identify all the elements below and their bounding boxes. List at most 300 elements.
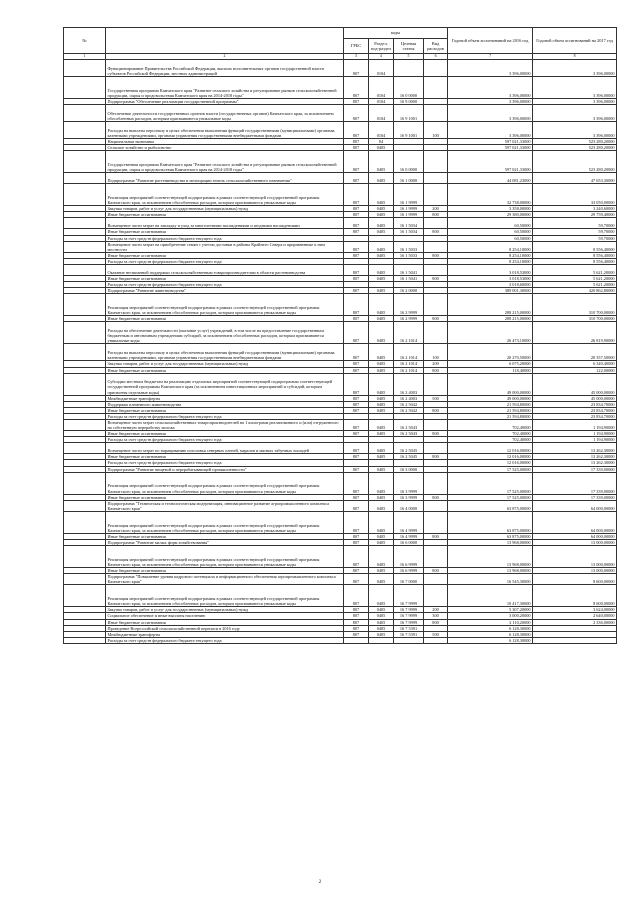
row-name-cell: Подпрограмма "Обеспечение реализации государственной программы" bbox=[106, 99, 344, 105]
row-vr-cell bbox=[424, 173, 448, 184]
row-sum-2016-cell: 60,50000 bbox=[448, 235, 533, 241]
row-name-cell: Расходы за счет средств федерального бюджета текущего года bbox=[106, 413, 344, 419]
row-target-cell: 16 2 1014 bbox=[394, 361, 424, 367]
row-grbs-cell: 807 bbox=[344, 361, 369, 367]
row-razdel-cell: 0405 bbox=[369, 361, 394, 367]
row-sum-2016-cell: 21 594,80000 bbox=[448, 401, 533, 407]
row-grbs-cell: 807 bbox=[344, 122, 369, 139]
row-sum-2016-cell: 16 545,30000 bbox=[448, 574, 533, 585]
table-row bbox=[64, 322, 617, 344]
row-sum-2017-cell: 122,00000 bbox=[533, 367, 617, 373]
row-sum-2016-cell: 118,40000 bbox=[448, 367, 533, 373]
row-number-cell bbox=[64, 500, 106, 511]
row-razdel-cell: 0405 bbox=[369, 316, 394, 322]
row-target-cell: 16 1 9999 bbox=[394, 184, 424, 206]
row-number-cell bbox=[64, 151, 106, 173]
row-target-cell bbox=[394, 637, 424, 643]
row-name-cell: Оказание несвязанной поддержки сельскохозяйственным товаропроизводителям в области растениеводства bbox=[106, 265, 344, 276]
table-body bbox=[64, 60, 617, 644]
row-razdel-cell: 0405 bbox=[369, 407, 394, 413]
row-name-cell: Расходы за счет средств федерального бюджета текущего года bbox=[106, 460, 344, 466]
row-sum-2017-cell: 45 000,00000 bbox=[533, 373, 617, 395]
column-number: 7 bbox=[448, 54, 533, 60]
row-sum-2016-cell: 12 016,00000 bbox=[448, 454, 533, 460]
row-number-cell bbox=[64, 574, 106, 585]
row-sum-2017-cell: 310 700,00000 bbox=[533, 294, 617, 316]
row-razdel-cell: 0405 bbox=[369, 288, 394, 294]
row-target-cell: 16 2 5045 bbox=[394, 454, 424, 460]
row-sum-2017-cell: 13 000,00000 bbox=[533, 546, 617, 568]
row-number-cell bbox=[64, 443, 106, 454]
row-number-cell bbox=[64, 184, 106, 206]
row-grbs-cell: 807 bbox=[344, 151, 369, 173]
row-sum-2017-cell: 13 262,30000 bbox=[533, 454, 617, 460]
row-sum-2016-cell: 29 380,00000 bbox=[448, 212, 533, 218]
row-vr-cell: 800 bbox=[424, 454, 448, 460]
row-name-cell: Расходы на выплаты персоналу в целях обеспечения выполнения функций государственными (муниципальными) органами, казенными учреждениями, органами управления государственными внебюджетными фондами bbox=[106, 344, 344, 361]
row-name-cell: Поддержка племенного животноводства bbox=[106, 401, 344, 407]
row-sum-2017-cell: 523 280,20000 bbox=[533, 151, 617, 173]
row-grbs-cell: 807 bbox=[344, 212, 369, 218]
row-target-cell: 16 2 5042 bbox=[394, 407, 424, 413]
row-vr-cell: 100 bbox=[424, 344, 448, 361]
row-name-cell: Расходы за счет средств федерального бюджета текущего года bbox=[106, 235, 344, 241]
row-target-cell: 16 1 9999 bbox=[394, 206, 424, 212]
row-grbs-cell: 807 bbox=[344, 145, 369, 151]
column-number: 5 bbox=[394, 54, 424, 60]
row-vr-cell: 100 bbox=[424, 122, 448, 139]
row-vr-cell bbox=[424, 322, 448, 344]
row-vr-cell bbox=[424, 574, 448, 585]
header-grbs: ГРБС bbox=[344, 39, 369, 54]
row-name-cell: Иные бюджетные ассигнования bbox=[106, 229, 344, 235]
row-razdel-cell: 0405 bbox=[369, 265, 394, 276]
row-sum-2017-cell: 13 262,30000 bbox=[533, 460, 617, 466]
row-grbs-cell: 807 bbox=[344, 613, 369, 619]
row-name-cell: Подпрограмма "Развитие животноводства" bbox=[106, 288, 344, 294]
row-name-cell: Реализация мероприятий соответствующей подпрограммы в рамках соответствующей государственной программы Камчатского края, за исключением обособленных расходов, которым присваиваются уникальные коды bbox=[106, 546, 344, 568]
row-grbs-cell: 807 bbox=[344, 344, 369, 361]
row-sum-2017-cell: 59,70000 bbox=[533, 229, 617, 235]
table-subtotal-row bbox=[64, 637, 617, 643]
row-sum-2016-cell: 6 075,20000 bbox=[448, 361, 533, 367]
row-razdel-cell: 0104 bbox=[369, 60, 394, 77]
row-target-cell: 16 1 5033 bbox=[394, 241, 424, 252]
row-grbs-cell: 807 bbox=[344, 241, 369, 252]
table-row bbox=[64, 173, 617, 184]
row-name-cell: Иные бюджетные ассигнования bbox=[106, 367, 344, 373]
row-name-cell: Проведение Всероссийской сельскохозяйственной переписи в 2016 году bbox=[106, 625, 344, 631]
row-sum-2017-cell: 64 000,00000 bbox=[533, 511, 617, 533]
row-razdel-cell: 0405 bbox=[369, 607, 394, 613]
row-razdel-cell: 0405 bbox=[369, 276, 394, 282]
row-vr-cell bbox=[424, 373, 448, 395]
row-sum-2017-cell: 26 819,90000 bbox=[533, 322, 617, 344]
row-name-cell: Обеспечение деятельности государственных органов власти (государственных органов) Камчатского края, за исключением обособленных расходов, которым присваиваются уникальные коды bbox=[106, 105, 344, 122]
row-grbs-cell: 807 bbox=[344, 607, 369, 613]
row-name-cell: Реализация мероприятий соответствующей подпрограммы в рамках соответствующей государственной программы Камчатского края, за исключением обособленных расходов, которым присваиваются уникальные коды bbox=[106, 184, 344, 206]
row-sum-2017-cell: 8 556,40000 bbox=[533, 258, 617, 264]
row-sum-2017-cell: 3 396,00000 bbox=[533, 122, 617, 139]
row-name-cell: Расходы за счет средств федерального бюджета текущего года bbox=[106, 258, 344, 264]
row-sum-2017-cell: 5 621,20000 bbox=[533, 265, 617, 276]
row-sum-2017-cell: 1 194,90000 bbox=[533, 437, 617, 443]
row-grbs-cell: 807 bbox=[344, 472, 369, 494]
row-sum-2017-cell: 64 000,00000 bbox=[533, 533, 617, 539]
row-razdel-cell: 0405 bbox=[369, 585, 394, 607]
row-razdel-cell: 0405 bbox=[369, 431, 394, 437]
row-name-cell: Иные бюджетные ассигнования bbox=[106, 619, 344, 625]
row-grbs-cell: 807 bbox=[344, 585, 369, 607]
row-grbs-cell: 807 bbox=[344, 443, 369, 454]
row-vr-cell bbox=[424, 546, 448, 568]
row-razdel-cell: 0405 bbox=[369, 395, 394, 401]
row-sum-2017-cell: 420 862,80000 bbox=[533, 288, 617, 294]
row-sum-2016-cell: 3 396,00000 bbox=[448, 60, 533, 77]
row-vr-cell: 800 bbox=[424, 431, 448, 437]
row-name-cell: Межбюджетные трансферты bbox=[106, 631, 344, 637]
row-target-cell: 16 3 0000 bbox=[394, 466, 424, 472]
row-vr-cell: 200 bbox=[424, 206, 448, 212]
row-grbs-cell: 807 bbox=[344, 494, 369, 500]
row-name-cell: Сельское хозяйство и рыболовство bbox=[106, 145, 344, 151]
row-number-cell bbox=[64, 173, 106, 184]
row-grbs-cell: 807 bbox=[344, 206, 369, 212]
row-name-cell: Расходы на обеспечение деятельности (оказание услуг) учреждений, в том числе на предоставление государственным бюджетным и автономным учреждениям субсидий, за исключением обособленных расходов, которым присваиваются уникальные коды bbox=[106, 322, 344, 344]
row-target-cell: 16 2 4003 bbox=[394, 395, 424, 401]
row-name-cell: Подпрограмма "Развитие пищевой и перерабатывающей промышленности" bbox=[106, 466, 344, 472]
row-razdel-cell: 0405 bbox=[369, 533, 394, 539]
table-row bbox=[64, 77, 617, 99]
row-razdel-cell: 0405 bbox=[369, 184, 394, 206]
row-sum-2016-cell: 12 016,00000 bbox=[448, 460, 533, 466]
row-grbs-cell: 807 bbox=[344, 77, 369, 99]
row-number-cell bbox=[64, 637, 106, 643]
row-sum-2016-cell: 63 875,00000 bbox=[448, 500, 533, 511]
row-grbs-cell: 807 bbox=[344, 294, 369, 316]
table-row bbox=[64, 585, 617, 607]
column-number: 1 bbox=[64, 54, 106, 60]
row-grbs-cell: 807 bbox=[344, 276, 369, 282]
table-row bbox=[64, 419, 617, 430]
row-sum-2017-cell: 3 396,00000 bbox=[533, 105, 617, 122]
row-sum-2017-cell: 3 624,00000 bbox=[533, 607, 617, 613]
row-name-cell: Закупка товаров, работ и услуг для государственных (муниципальных) нужд bbox=[106, 607, 344, 613]
row-number-cell bbox=[64, 322, 106, 344]
row-razdel-cell: 0405 bbox=[369, 212, 394, 218]
row-name-cell: Социальное обеспечение и иные выплаты населению bbox=[106, 613, 344, 619]
row-name-cell: Возмещение части затрат на закладку и уход за многолетними насаждениями и ягодными насаждениями bbox=[106, 218, 344, 229]
row-name-cell: Расходы за счет средств федерального бюджета текущего года bbox=[106, 282, 344, 288]
row-vr-cell bbox=[424, 184, 448, 206]
row-sum-2016-cell: 8 254,10000 bbox=[448, 258, 533, 264]
row-sum-2016-cell: 63 875,00000 bbox=[448, 533, 533, 539]
row-target-cell: 16 2 5043 bbox=[394, 419, 424, 430]
column-number: 4 bbox=[369, 54, 394, 60]
row-number-cell bbox=[64, 419, 106, 430]
row-sum-2017-cell: 5 621,20000 bbox=[533, 282, 617, 288]
row-target-cell: 16 9 1001 bbox=[394, 105, 424, 122]
row-sum-2017-cell bbox=[533, 637, 617, 643]
row-grbs-cell: 807 bbox=[344, 105, 369, 122]
table-header bbox=[64, 28, 617, 60]
page-number: 2 bbox=[318, 880, 322, 885]
row-sum-2016-cell: 63 875,00000 bbox=[448, 511, 533, 533]
row-razdel-cell: 0405 bbox=[369, 625, 394, 631]
row-name-cell: Национальная экономика bbox=[106, 139, 344, 145]
row-razdel-cell: 0405 bbox=[369, 500, 394, 511]
row-target-cell: 16 2 9999 bbox=[394, 294, 424, 316]
row-grbs-cell: 807 bbox=[344, 401, 369, 407]
row-target-cell bbox=[394, 60, 424, 77]
row-sum-2016-cell: 21 594,80000 bbox=[448, 407, 533, 413]
row-vr-cell bbox=[424, 218, 448, 229]
row-name-cell: Иные бюджетные ассигнования bbox=[106, 316, 344, 322]
header-sum-2017: Годовой объем ассигнований на 2017 год bbox=[533, 28, 617, 54]
row-sum-2016-cell: 2 110,20000 bbox=[448, 619, 533, 625]
row-razdel-cell: 0405 bbox=[369, 173, 394, 184]
row-grbs-cell: 807 bbox=[344, 454, 369, 460]
row-target-cell: 16 7 9999 bbox=[394, 585, 424, 607]
row-razdel-cell: 0104 bbox=[369, 105, 394, 122]
row-target-cell: 16 7 0000 bbox=[394, 574, 424, 585]
row-razdel-cell: 0405 bbox=[369, 511, 394, 533]
row-grbs-cell: 807 bbox=[344, 511, 369, 533]
row-grbs-cell: 807 bbox=[344, 395, 369, 401]
row-number-cell bbox=[64, 511, 106, 533]
row-razdel-cell: 0405 bbox=[369, 454, 394, 460]
row-sum-2016-cell: 60,50000 bbox=[448, 229, 533, 235]
row-razdel-cell: 0405 bbox=[369, 252, 394, 258]
row-sum-2016-cell: 32 738,00000 bbox=[448, 184, 533, 206]
table-row bbox=[64, 500, 617, 511]
row-sum-2016-cell: 8 254,10000 bbox=[448, 241, 533, 252]
row-grbs-cell: 807 bbox=[344, 568, 369, 574]
table-row bbox=[64, 472, 617, 494]
row-grbs-cell: 807 bbox=[344, 631, 369, 637]
row-sum-2017-cell: 17 339,00000 bbox=[533, 472, 617, 494]
row-number-cell bbox=[64, 122, 106, 139]
row-sum-2017-cell: 13 000,00000 bbox=[533, 540, 617, 546]
row-number-cell bbox=[64, 105, 106, 122]
table-row bbox=[64, 294, 617, 316]
row-sum-2016-cell: 702,40000 bbox=[448, 431, 533, 437]
row-grbs-cell: 807 bbox=[344, 265, 369, 276]
row-name-cell: Иные бюджетные ассигнования bbox=[106, 407, 344, 413]
row-grbs-cell bbox=[344, 637, 369, 643]
row-sum-2017-cell: 3 396,00000 bbox=[533, 60, 617, 77]
row-name-cell: Иные бюджетные ассигнования bbox=[106, 212, 344, 218]
row-grbs-cell: 807 bbox=[344, 99, 369, 105]
row-vr-cell bbox=[424, 77, 448, 99]
row-vr-cell bbox=[424, 294, 448, 316]
row-target-cell: 16 2 5043 bbox=[394, 431, 424, 437]
row-sum-2016-cell: 3 358,00000 bbox=[448, 206, 533, 212]
row-sum-2017-cell: 2 640,00000 bbox=[533, 613, 617, 619]
row-razdel-cell: 0405 bbox=[369, 294, 394, 316]
row-razdel-cell: 0405 bbox=[369, 574, 394, 585]
header-expense-type: Вид расходов bbox=[424, 39, 448, 54]
row-vr-cell: 300 bbox=[424, 613, 448, 619]
row-razdel-cell: 0104 bbox=[369, 99, 394, 105]
row-sum-2017-cell: 3 396,00000 bbox=[533, 77, 617, 99]
row-vr-cell bbox=[424, 419, 448, 430]
row-grbs-cell: 807 bbox=[344, 252, 369, 258]
row-razdel-cell: 0405 bbox=[369, 241, 394, 252]
row-vr-cell: 800 bbox=[424, 494, 448, 500]
row-sum-2017-cell: 33 050,00000 bbox=[533, 184, 617, 206]
row-sum-2017-cell: 310 700,00000 bbox=[533, 316, 617, 322]
row-target-cell: 16 3 9999 bbox=[394, 494, 424, 500]
row-vr-cell: 800 bbox=[424, 212, 448, 218]
row-sum-2016-cell: 3 396,00000 bbox=[448, 105, 533, 122]
row-razdel-cell: 0405 bbox=[369, 145, 394, 151]
row-target-cell: 16 1 5034 bbox=[394, 229, 424, 235]
table-row bbox=[64, 265, 617, 276]
row-sum-2017-cell: 1 194,90000 bbox=[533, 419, 617, 430]
row-name-cell: Возмещение части затрат на приобретение семян с учетом доставки в районы Крайнего Севера и приравненные к ним местности bbox=[106, 241, 344, 252]
row-sum-2017-cell: 8 600,00000 bbox=[533, 585, 617, 607]
row-number-cell bbox=[64, 265, 106, 276]
row-razdel-cell: 0405 bbox=[369, 472, 394, 494]
row-vr-cell bbox=[424, 511, 448, 533]
row-name-cell: Подпрограмма "Повышение уровня кадрового потенциала и информационного обеспечения агропромышленного комплекса Камчатского края" bbox=[106, 574, 344, 585]
row-sum-2016-cell: 3 396,00000 bbox=[448, 122, 533, 139]
row-grbs-cell: 807 bbox=[344, 407, 369, 413]
row-target-cell: 16 2 4003 bbox=[394, 373, 424, 395]
row-name-cell: Подпрограмма "Развитие малых форм хозяйствования" bbox=[106, 540, 344, 546]
row-vr-cell bbox=[424, 500, 448, 511]
row-sum-2016-cell: 3 018,53000 bbox=[448, 276, 533, 282]
row-grbs-cell: 807 bbox=[344, 229, 369, 235]
row-sum-2017-cell: 23 834,70000 bbox=[533, 407, 617, 413]
budget-table bbox=[63, 27, 617, 644]
row-name-cell: Расходы за счет средств федерального бюджета текущего года bbox=[106, 637, 344, 643]
row-sum-2016-cell: 49 000,00000 bbox=[448, 373, 533, 395]
row-target-cell: 16 7 5391 bbox=[394, 631, 424, 637]
row-vr-cell: 200 bbox=[424, 361, 448, 367]
row-sum-2016-cell: 12 016,00000 bbox=[448, 443, 533, 454]
row-sum-2016-cell: 702,40000 bbox=[448, 419, 533, 430]
row-razdel-cell: 0405 bbox=[369, 443, 394, 454]
row-sum-2017-cell: 13 000,00000 bbox=[533, 568, 617, 574]
table-row bbox=[64, 105, 617, 122]
row-target-cell: 16 1 5034 bbox=[394, 218, 424, 229]
row-sum-2016-cell: 288 215,00000 bbox=[448, 316, 533, 322]
row-sum-2016-cell: 60,50000 bbox=[448, 218, 533, 229]
row-name-cell: Реализация мероприятий соответствующей подпрограммы в рамках соответствующей государственной программы Камчатского края, за исключением обособленных расходов, которым присваиваются уникальные коды bbox=[106, 585, 344, 607]
row-vr-cell: 500 bbox=[424, 631, 448, 637]
row-name-cell: Расходы на выплаты персоналу в целях обеспечения выполнения функций государственными (муниципальными) органами, казенными учреждениями, органами управления государственными внебюджетными фондами bbox=[106, 122, 344, 139]
row-vr-cell: 800 bbox=[424, 276, 448, 282]
row-grbs-cell: 807 bbox=[344, 373, 369, 395]
row-vr-cell bbox=[424, 151, 448, 173]
table-row bbox=[64, 151, 617, 173]
table-row bbox=[64, 60, 617, 77]
row-sum-2017-cell: 8 600,00000 bbox=[533, 574, 617, 585]
row-vr-cell: 800 bbox=[424, 252, 448, 258]
row-target-cell: 16 2 5042 bbox=[394, 401, 424, 407]
column-number: 3 bbox=[344, 54, 369, 60]
row-name-cell: Иные бюджетные ассигнования bbox=[106, 276, 344, 282]
row-name-cell: Межбюджетные трансферты bbox=[106, 395, 344, 401]
row-name-cell: Иные бюджетные ассигнования bbox=[106, 494, 344, 500]
row-vr-cell bbox=[424, 105, 448, 122]
row-number-cell bbox=[64, 241, 106, 252]
row-razdel-cell: 0405 bbox=[369, 367, 394, 373]
row-sum-2017-cell: 5 621,20000 bbox=[533, 276, 617, 282]
row-grbs-cell: 807 bbox=[344, 419, 369, 430]
table-row bbox=[64, 184, 617, 206]
row-number-cell bbox=[64, 60, 106, 77]
row-sum-2016-cell: 3 018,60000 bbox=[448, 282, 533, 288]
row-razdel-cell: 0405 bbox=[369, 631, 394, 637]
row-razdel-cell: 0405 bbox=[369, 344, 394, 361]
row-name-cell: Функционирование Правительства Российской Федерации, высших исполнительных органов государственной власти субъектов Российской Федерации, местных администраций bbox=[106, 60, 344, 77]
row-razdel-cell: 0405 bbox=[369, 229, 394, 235]
row-name-cell: Государственная программа Камчатского края "Развитие сельского хозяйства и регулирование рынков сельскохозяйственной продукции, сырья и продовольствия Камчатского края на 2014-2018 годы" bbox=[106, 151, 344, 173]
header-nn: № bbox=[64, 28, 106, 54]
row-razdel-cell: 0104 bbox=[369, 77, 394, 99]
row-sum-2017-cell: 17 339,00000 bbox=[533, 466, 617, 472]
header-name bbox=[106, 28, 344, 54]
row-sum-2016-cell: 26 473,10000 bbox=[448, 322, 533, 344]
header-codes: коды bbox=[344, 28, 448, 39]
row-name-cell: Реализация мероприятий соответствующей подпрограммы в рамках соответствующей государственной программы Камчатского края, за исключением обособленных расходов, которым присваиваются уникальные коды bbox=[106, 472, 344, 494]
row-target-cell: 16 2 1014 bbox=[394, 322, 424, 344]
row-target-cell: 16 1 5041 bbox=[394, 265, 424, 276]
row-grbs-cell: 807 bbox=[344, 173, 369, 184]
row-vr-cell: 800 bbox=[424, 568, 448, 574]
row-razdel-cell: 0405 bbox=[369, 540, 394, 546]
row-target-cell: 16 2 1014 bbox=[394, 344, 424, 361]
column-number: 2 bbox=[106, 54, 344, 60]
row-sum-2017-cell: 1 194,90000 bbox=[533, 431, 617, 437]
row-sum-2017-cell: 29 759,40000 bbox=[533, 212, 617, 218]
row-sum-2016-cell: 597 021,33000 bbox=[448, 145, 533, 151]
row-target-cell: 16 7 5391 bbox=[394, 625, 424, 631]
row-razdel-cell: 0405 bbox=[369, 619, 394, 625]
row-number-cell bbox=[64, 218, 106, 229]
row-grbs-cell: 807 bbox=[344, 139, 369, 145]
row-sum-2016-cell: 3 000,20000 bbox=[448, 613, 533, 619]
row-vr-cell: 800 bbox=[424, 619, 448, 625]
table-row bbox=[64, 373, 617, 395]
row-sum-2017-cell: 2 336,00000 bbox=[533, 619, 617, 625]
row-sum-2016-cell: 6 128,30000 bbox=[448, 625, 533, 631]
row-number-cell bbox=[64, 472, 106, 494]
row-number-cell bbox=[64, 344, 106, 361]
row-name-cell: Закупка товаров, работ и услуг для государственных (муниципальных) нужд bbox=[106, 361, 344, 367]
row-grbs-cell: 807 bbox=[344, 546, 369, 568]
row-sum-2017-cell: 23 834,70000 bbox=[533, 413, 617, 419]
row-target-cell: 16 9 0000 bbox=[394, 99, 424, 105]
row-target-cell: 16 1 5041 bbox=[394, 276, 424, 282]
row-vr-cell: 200 bbox=[424, 607, 448, 613]
row-vr-cell bbox=[424, 637, 448, 643]
row-sum-2017-cell: 8 556,40000 bbox=[533, 241, 617, 252]
row-vr-cell bbox=[424, 472, 448, 494]
row-razdel-cell: 0405 bbox=[369, 568, 394, 574]
header-razdel: Раздел, под-раздел bbox=[369, 39, 394, 54]
table-row bbox=[64, 344, 617, 361]
row-grbs-cell: 807 bbox=[344, 431, 369, 437]
row-target-cell: 16 2 5045 bbox=[394, 443, 424, 454]
row-razdel-cell: 0405 bbox=[369, 494, 394, 500]
row-sum-2016-cell: 17 525,00000 bbox=[448, 472, 533, 494]
row-sum-2016-cell: 597 021,33000 bbox=[448, 139, 533, 145]
table-row bbox=[64, 511, 617, 533]
